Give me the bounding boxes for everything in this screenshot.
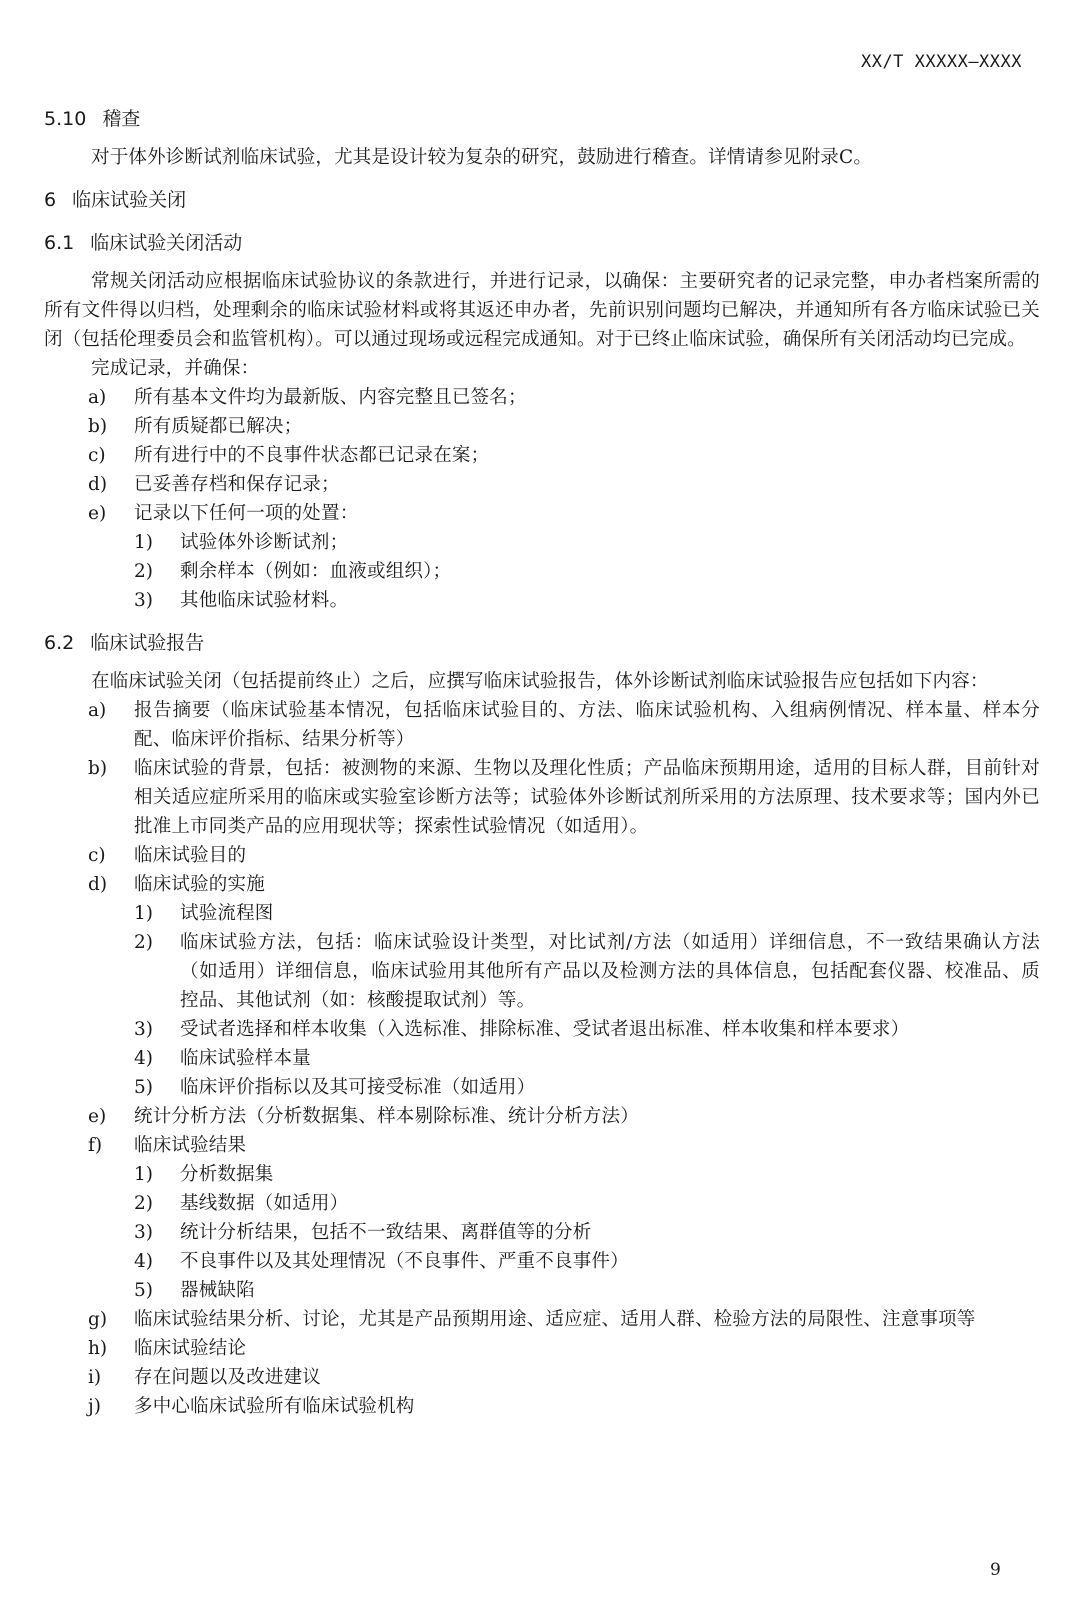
list-label: g) [88, 1309, 108, 1330]
list-label: 1) [134, 903, 153, 924]
list-text: 试验体外诊断试剂； [180, 532, 349, 553]
list-item [44, 383, 1040, 412]
section-6-2-heading [44, 628, 1040, 658]
section-6-2-paragraph: 在临床试验关闭（包括提前终止）之后，应撰写临床试验报告，体外诊断试剂临床试验报告应包括如下内容： [91, 671, 989, 692]
sub-list-item [44, 557, 1040, 586]
list-label: h) [88, 1338, 108, 1359]
section-6-1-heading [44, 228, 1040, 258]
section-number: 6.1 [44, 232, 75, 254]
list-text: 统计分析方法（分析数据集、样本剔除标准、统计分析方法） [134, 1106, 639, 1127]
list-label: d) [88, 874, 108, 895]
list-label: c) [88, 845, 106, 866]
list-text: 临床试验结论 [134, 1338, 247, 1359]
list-label: 4) [134, 1048, 153, 1069]
list-label: 2) [134, 932, 153, 953]
list-text: 报告摘要（临床试验基本情况，包括临床试验目的、方法、临床试验机构、入组病例情况、样本量、样本分配、临床评价指标、结果分析等） [134, 700, 1040, 750]
list-text: 记录以下任何一项的处置： [134, 503, 359, 524]
document-code: XX/T XXXXX—XXXX [860, 52, 1022, 72]
list-item [44, 870, 1040, 899]
sub-list-item [44, 899, 1040, 928]
list-text: 试验流程图 [180, 903, 274, 924]
list-item [44, 1334, 1040, 1363]
section-number: 6 [44, 189, 57, 211]
section-title: 稽查 [102, 108, 141, 130]
sub-list-item [44, 1073, 1040, 1102]
sub-list-item [44, 1160, 1040, 1189]
list-text: 临床试验结果 [134, 1135, 247, 1156]
list-item [44, 1102, 1040, 1131]
sub-list-item [44, 928, 1040, 1015]
list-label: 5) [134, 1077, 153, 1098]
list-label: e) [88, 1106, 107, 1127]
list-item [44, 412, 1040, 441]
list-text: 临床评价指标以及其可接受标准（如适用） [180, 1077, 536, 1098]
list-label: e) [88, 503, 107, 524]
list-item [44, 1305, 1040, 1334]
list-label: 1) [134, 1164, 153, 1185]
list-label: 5) [134, 1280, 153, 1301]
section-title: 临床试验关闭 [72, 189, 187, 211]
list-label: 3) [134, 1019, 153, 1040]
list-item [44, 1131, 1040, 1160]
list-text: 分析数据集 [180, 1164, 274, 1185]
list-item [44, 841, 1040, 870]
sub-list-item [44, 1247, 1040, 1276]
list-label: b) [88, 416, 108, 437]
section-6-1-intro: 完成记录，并确保： [91, 358, 260, 379]
list-label: i) [88, 1367, 102, 1388]
list-item [44, 470, 1040, 499]
sub-list-item [44, 1015, 1040, 1044]
list-item [44, 754, 1040, 841]
list-text: 受试者选择和样本收集（入选标准、排除标准、受试者退出标准、样本收集和样本要求） [180, 1019, 910, 1040]
list-text: 临床试验结果分析、讨论，尤其是产品预期用途、适应症、适用人群、检验方法的局限性、注意事项等 [134, 1309, 976, 1330]
list-item [44, 499, 1040, 528]
list-label: a) [88, 387, 107, 408]
list-label: 2) [134, 1193, 153, 1214]
sub-list-item [44, 1218, 1040, 1247]
list-text: 临床试验的实施 [134, 874, 265, 895]
list-item [44, 696, 1040, 754]
section-5-10-heading [44, 104, 1040, 134]
list-item [44, 441, 1040, 470]
section-6-1-paragraph: 常规关闭活动应根据临床试验协议的条款进行，并进行记录，以确保：主要研究者的记录完整，申办者档案所需的所有文件得以归档，处理剩余的临床试验材料或将其返还申办者，先前识别问题均已解决，并通知所有各方临床试验已关闭（包括伦理委员会和监管机构）。可以通过现场或远程完成通知。对于已终止临床试验，确保所有关闭活动均已完成。 [44, 271, 1040, 350]
list-text: 存在问题以及改进建议 [134, 1367, 322, 1388]
list-text: 多中心临床试验所有临床试验机构 [134, 1396, 415, 1417]
list-label: d) [88, 474, 108, 495]
section-number: 6.2 [44, 632, 75, 654]
list-label: 1) [134, 532, 153, 553]
list-item [44, 1363, 1040, 1392]
list-label: 4) [134, 1251, 153, 1272]
list-text: 剩余样本（例如：血液或组织）； [180, 561, 452, 582]
list-label: j) [88, 1396, 101, 1417]
list-label: f) [88, 1135, 103, 1156]
section-6-heading [44, 185, 1040, 215]
section-title: 临床试验关闭活动 [90, 232, 243, 254]
list-label: a) [88, 700, 107, 721]
list-label: 3) [134, 590, 153, 611]
page-number: 9 [990, 1560, 1001, 1580]
section-5-10-paragraph: 对于体外诊断试剂临床试验，尤其是设计较为复杂的研究，鼓励进行稽查。详情请参见附录C。 [91, 147, 873, 168]
list-text: 临床试验目的 [134, 845, 247, 866]
sub-list-item [44, 586, 1040, 615]
list-text: 器械缺陷 [180, 1280, 255, 1301]
list-text: 临床试验样本量 [180, 1048, 311, 1069]
sub-list-item [44, 1276, 1040, 1305]
section-number: 5.10 [44, 108, 87, 130]
list-text: 临床试验方法，包括：临床试验设计类型，对比试剂/方法（如适用）详细信息，不一致结果确认方法（如适用）详细信息，临床试验用其他所有产品以及检测方法的具体信息，包括配套仪器、校准品、质控品、其他试剂（如：核酸提取试剂）等。 [180, 932, 1040, 1011]
list-text: 其他临床试验材料。 [180, 590, 349, 611]
list-text: 所有基本文件均为最新版、内容完整且已签名； [134, 387, 527, 408]
list-text: 不良事件以及其处理情况（不良事件、严重不良事件） [180, 1251, 629, 1272]
list-item [44, 1392, 1040, 1421]
list-text: 基线数据（如适用） [180, 1193, 349, 1214]
sub-list-item [44, 1189, 1040, 1218]
list-text: 已妥善存档和保存记录； [134, 474, 340, 495]
document-body [44, 104, 1040, 1421]
list-label: c) [88, 445, 106, 466]
list-text: 所有进行中的不良事件状态都已记录在案； [134, 445, 490, 466]
list-text: 统计分析结果，包括不一致结果、离群值等的分析 [180, 1222, 592, 1243]
sub-list-item [44, 528, 1040, 557]
sub-list-item [44, 1044, 1040, 1073]
list-label: b) [88, 758, 108, 779]
list-label: 2) [134, 561, 153, 582]
list-label: 3) [134, 1222, 153, 1243]
section-title: 临床试验报告 [90, 632, 205, 654]
list-text: 临床试验的背景，包括：被测物的来源、生物以及理化性质；产品临床预期用途，适用的目标人群，目前针对相关适应症所采用的临床或实验室诊断方法等；试验体外诊断试剂所采用的方法原理、技术要求等；国内外已批准上市同类产品的应用现状等；探索性试验情况（如适用）。 [134, 758, 1040, 837]
list-text: 所有质疑都已解决； [134, 416, 303, 437]
